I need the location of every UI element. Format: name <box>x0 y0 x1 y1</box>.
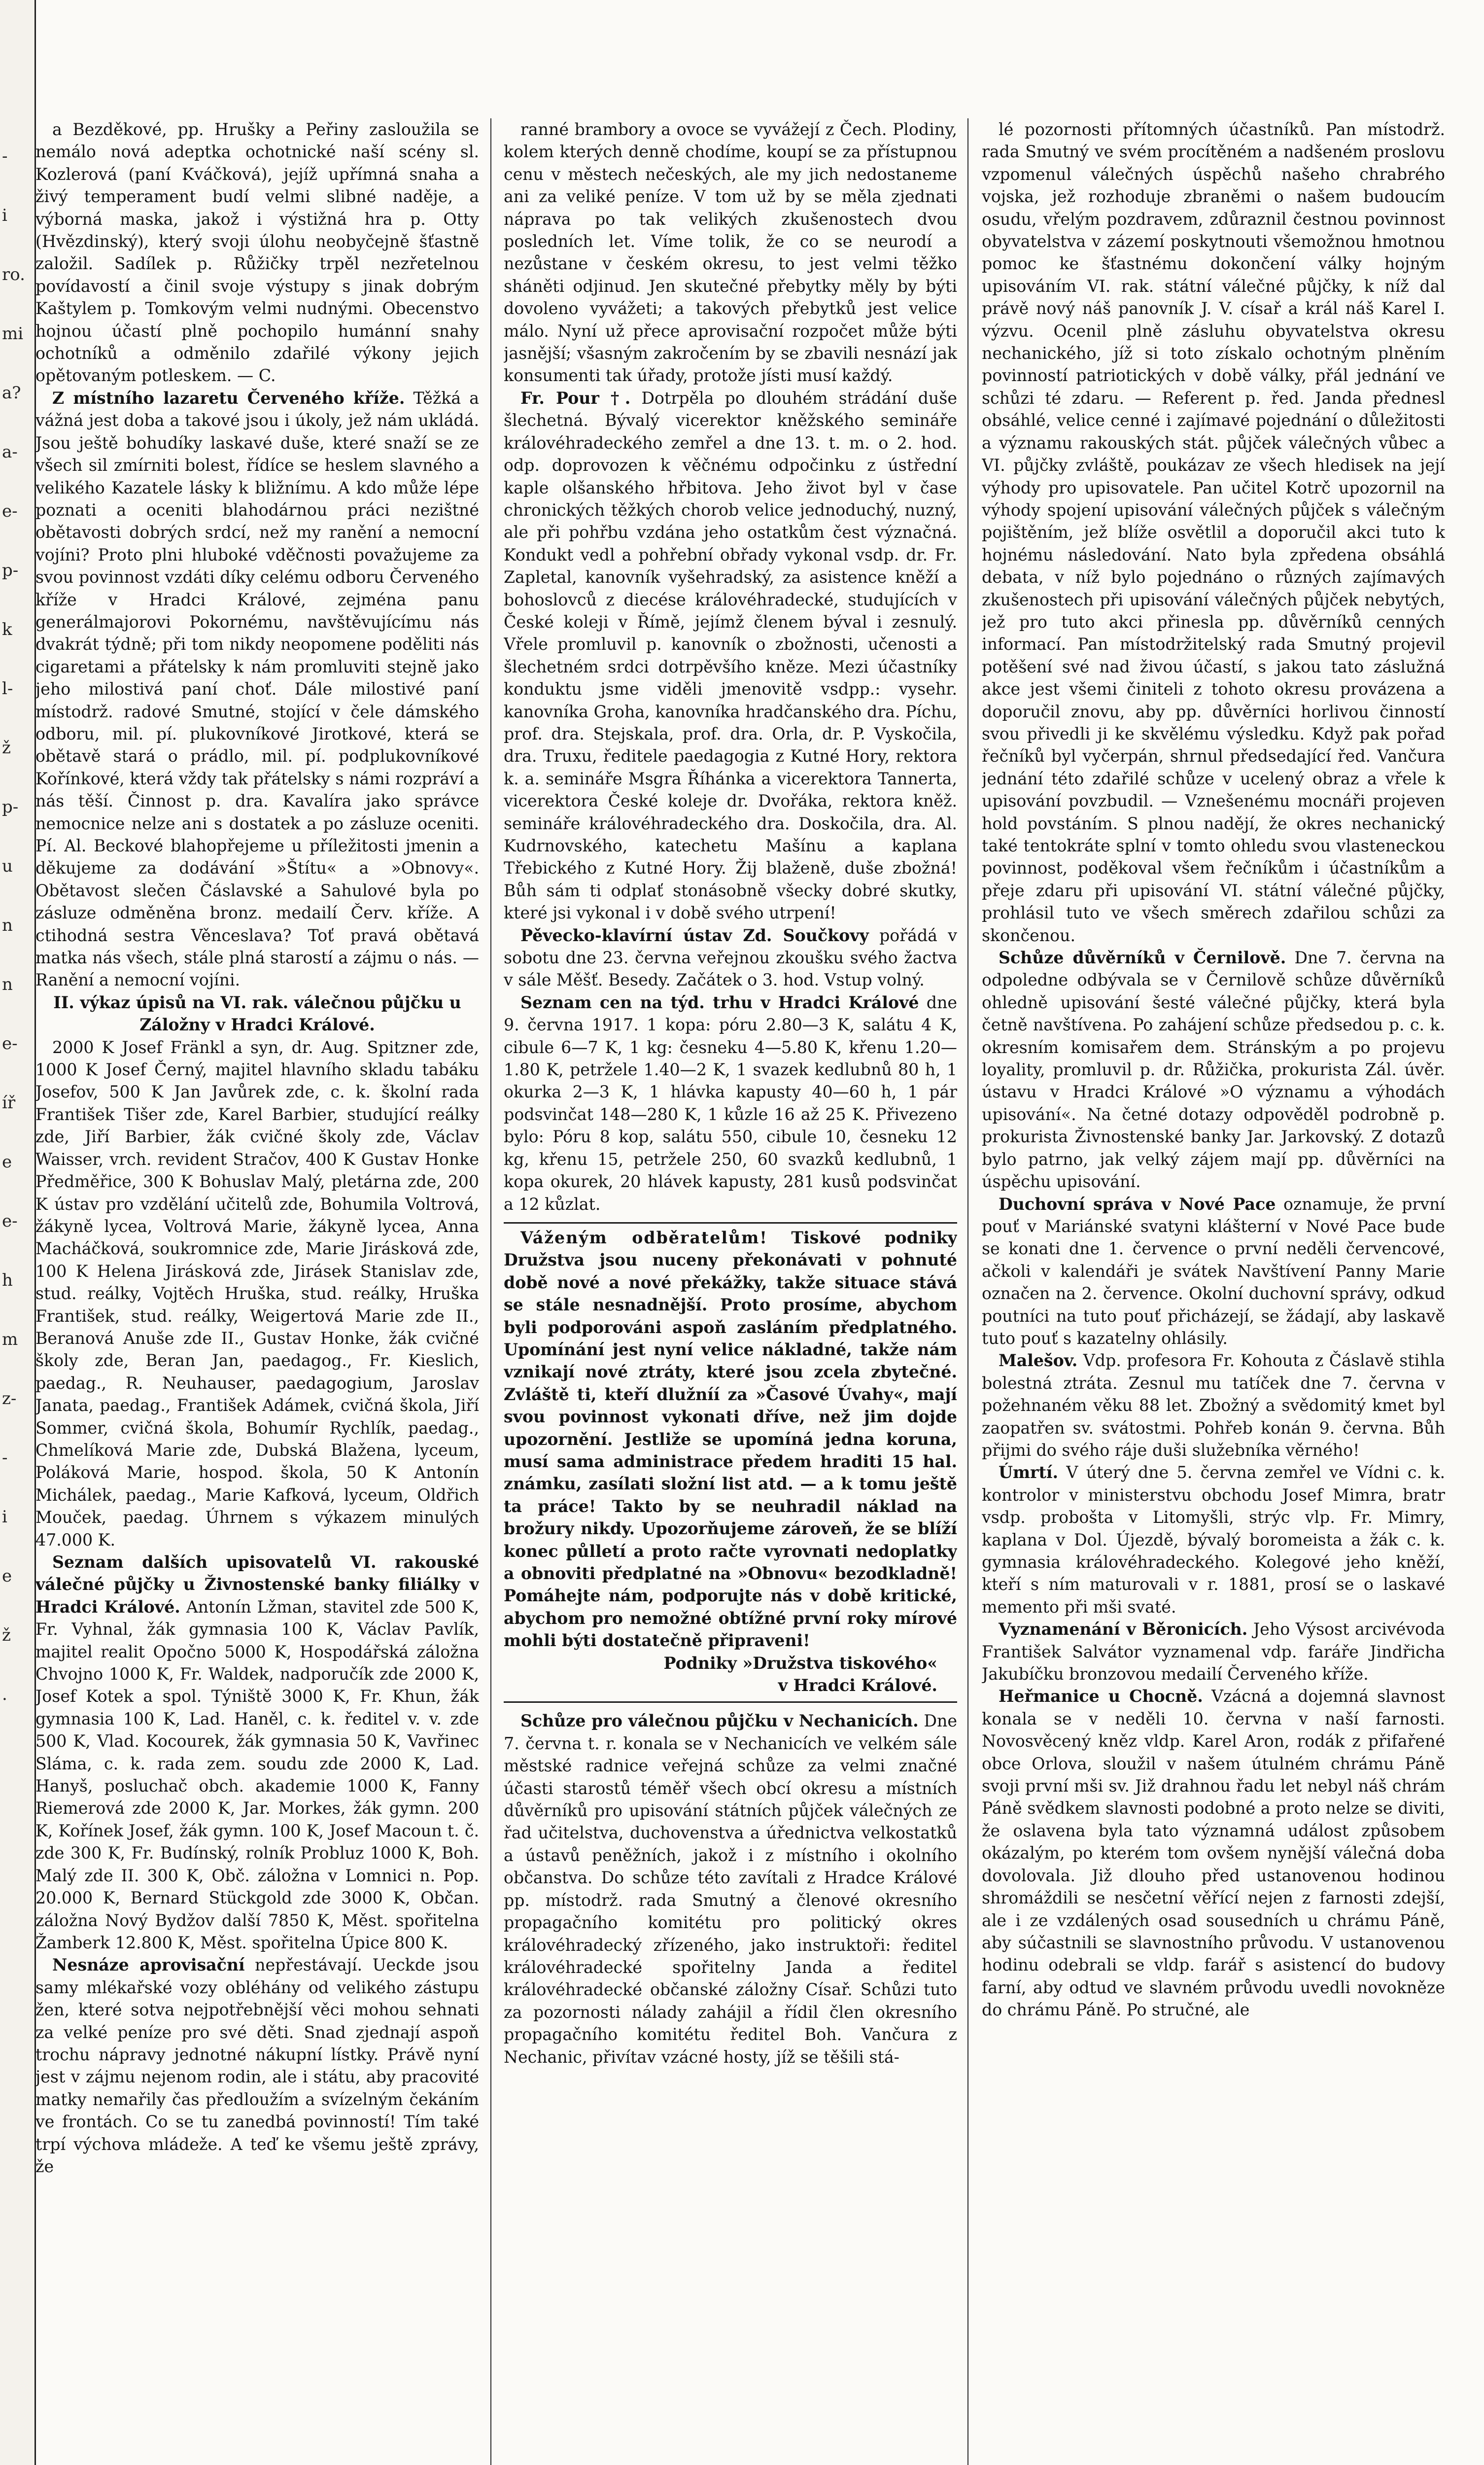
article: Pěvecko-klavírní ústav Zd. Součkovy pořádá v sobotu dne 23. června veřejnou zkoušku svého žactva v sále Měšť. Besedy. Začátek o 3. hod. Vstup volný. <box>504 925 957 990</box>
adjacent-page-strip <box>0 0 36 2465</box>
article: Seznam cen na týd. trhu v Hradci Králové dne 9. června 1917. 1 kopa: póru 2.80—3 K, salátu 4 K, cibule 6—7 K, 1 kg: česneku 4—5.80 K, křenu 1.20—1.80 K, petržele 1.40—2 K, 1 svazek kedlubnů 80 h, 1 okurka 2—3 K, 1 hlávka kapusty 40—60 h, 1 pár podsvinčat 148—280 K, 1 kůzle 16 až 25 K. Přivezeno bylo: Póru 8 kop, salátu 550, cibule 10, česneku 12 kg, křenu 15, petržele 250, 60 svazků kedlubnů, 1 kopa okurek, 20 hlávek kapusty, 281 kusů podsvinčat a 12 kůzlat. <box>504 992 957 1214</box>
article: Z místního lazaretu Červeného kříže. Těžká a vážná jest doba a takové jsou i úkoly, jež nám ukládá. Jsou ještě bohudíky laskavé duše, které snaží se ze všech sil zmírniti bolest, řídíce se heslem slavného a velikého Kazatele lásky k bližnímu. A kdo může lépe poznati a oceniti blahodárnou práci nezištné obětavosti dobrých srdcí, než my ranění a nemocní vojíni? Proto plni hluboké vděčnosti považujeme za svou povinnost vzdáti díky celému odboru Červeného kříže v Hradci Králové, zejména panu generálmajorovi Pokornému, navštěvujícímu nás dvakrát týdně; při tom nikdy neopomene poděliti nás cigaretami a přátelsky k nám promluviti stejně jako jeho milostivá paní choť. Dále milostivé paní místodrž. radové Smutné, stojící v čele dámského odboru, mil. pí. plukovníkové Jirotkové, která se obětavě stará o prádlo, mil. pí. podplukovníkové Kořínkové, která vždy tak přátelsky s námi rozpráví a nás těší. Činnost p. dra. Kavalíra jako správce nemocnice nelze ani s dostatek a po zásluze oceniti. Pí. Al. Beckové blahopřejeme u příležitosti jmenin a děkujeme za dodávání »Štítu« a »Obnovy«. Obětavost slečen Čáslavské a Sahulové byla po zásluze odměněna bronz. medailí Červ. kříže. A ctihodná sestra Věnceslava? Toť pravá obětavá matka nás všech, stále plná starostí a zájmu o nás. — Ranění a nemocní vojíni. <box>35 388 479 990</box>
column-3 <box>982 118 1445 2465</box>
article-heading: Schůze důvěrníků v Černilově. <box>999 948 1286 968</box>
article: Úmrtí. V úterý dne 5. června zemřel ve Vídni c. k. kontrolor v ministerstvu obchodu Josef Mimra, bratr vsdp. probošta v Litomyšli, strýc vlp. Fr. Mimry, kaplana v Dol. Újezdě, bývalý boromeista a žák c. k. gymnasia královéhradeckého. Kolegové jeho kněží, kteří s ním maturovali v r. 1881, prosí se o laskavé memento při mši svaté. <box>982 1463 1445 1617</box>
column-1 <box>35 118 479 2465</box>
strip-fragment: a? <box>2 383 21 403</box>
paragraph: lé pozornosti přítomných účastníků. Pan místodrž. rada Smutný ve svém procítěném a nadšeném proslovu vzpomenul válečných úspěchů našeho chrabrého vojska, jež rozhoduje zbraněmi o našem budoucím osudu, vřelým pozdravem, zdůraznil čestnou povinnost obyvatelstva v zázemí poskytnouti všemožnou hmotnou pomoc ke šťastnému dokončení války hojným upisováním VI. rak. státní válečné půjčky, k níž dal právě nový náš panovník J. V. císař a král náš Karel I. výzvu. Ocenil plně zásluhu obyvatelstva okresu nechanického, jíž si toto získalo ochotným plněním povinností patriotických v době války, přál jednání ve schůzi té zdaru. — Referent p. řed. Janda přednesl obsáhlé, velice cenné i zajímavé pojednání o důležitosti a významu rakouských stát. půjček válečných vůbec a VI. půjčky zvláště, poukázav ze všech hledisek na její výhody pro upisovatele. Pan učitel Kotrč upozornil na výhody spojení upisování válečných půjček s válečným pojištěním, jež blíže osvětlil a doporučil akci tuto k hojnému následování. Nato byla zpředena obsáhlá debata, v níž bylo pojednáno o různých zajímavých zkušenostech při upisování válečných půjček nebytých, jež pro tuto akci přinesla pp. důvěrníků cenných informací. Pan místodržitelský rada Smutný projevil potěšení své nad živou účastí, s jakou tato záslužná akce jest všemi činiteli z tohoto okresu provázena a doporučil znovu, aby pp. důvěrníci horlivou činností svou přivedli ji ke skvělému výsledku. Když pak pořad řečníků byl vyčerpán, shrnul předsedající řed. Vančura jednání této zdařilé schůze v ucelený obraz a vřele k upisování povzbudil. — Vznešenému mocnáři projeven hold povstáním. S plnou nadějí, že okres nechanický také tentokráte splní v tomto ohledu svou vlasteneckou povinnost, poděkoval všem řečníkům i účastníkům a přeje zdaru při upisování VI. státní válečné půjčky, prohlásil tuto ve všech směrech zdařilou schůzi za skončenou. <box>982 120 1445 945</box>
notice-signature: Podniky »Družstva tiskového« <box>663 1653 937 1673</box>
strip-fragment: u <box>2 856 13 876</box>
article: Duchovní správa v Nové Pace oznamuje, že první pouť v Mariánské svatyni klášterní v Nové Pace bude se konati dne 1. července o první neděli červencové, ačkoli v kalendáři je svátek Navštívení Panny Marie označen na 2. července. Okolní duchovní správy, odkud poutníci na tuto pouť přicházejí, se žádají, aby laskavě tuto pouť s kazatelny ohlásily. <box>982 1194 1445 1348</box>
article-heading: Seznam cen na týd. trhu v Hradci Králové <box>520 992 919 1012</box>
strip-fragment: k <box>2 620 12 639</box>
strip-fragment: e- <box>2 1034 18 1054</box>
article-heading: Fr. Pour †. <box>520 388 631 408</box>
strip-fragment: e- <box>2 1211 18 1231</box>
notice-body: Váženým odběratelům! Tiskové podniky Družstva jsou nuceny překonávati v pohnuté době nové a nové překážky, takže situace stává se stále nesnadnější. Proto prosíme, abychom byli podporováni aspoň zasláním předplatného. Upomínání jest nyní velice nákladné, takže nám vznikají nové ztráty, které jsou zcela zbytečné. Zvláště ti, kteří dlužníí za »Časové Úvahy«, mají svou povinnost vykonati dříve, než jim dojde upozornění. Jestliže se upomíná jedna koruna, musí sama administrace předem hraditi 15 hal. známku, zasílati složní list atd. — a k tomu ještě ta práce! Takto by se neuhradil náklad na brožury nikdy. Upozorňujeme zároveň, že se blíží konec půlletí a proto račte vyrovnati nedoplatky a obnoviti předplatné na »Obnovu« bezodkladně! Pomáhejte nám, podporujte nás v době kritické, abychom pro nemožné obtížné první roky mírové mohli býti dostatečně připraveni! <box>504 1228 957 1651</box>
strip-fragment: i <box>2 206 7 225</box>
column-rule <box>490 118 491 2465</box>
article-body: 2000 K Josef Fränkl a syn, dr. Aug. Spitzner zde, 1000 K Josef Černý, majitel hlavního skladu tabáku Josefov, 500 K Jan Javůrek zde, c. k. školní rada František Tišer zde, Karel Barbier, studující reálky zde, Jiří Barbier, žák cvičné školy zde, Václav Waisser, vrch. revident Stračov, 400 K Gustav Honke Předměřice, 300 K Bohuslav Malý, pletárna zde, 200 K ústav pro vzdělání učitelů zde, Bohumila Voltrová, žákyně lycea, Voltrová Marie, žákyně lycea, Anna Macháčková, soukromnice zde, Marie Jirásková zde, 100 K Helena Jirásková zde, Jirásek Stanislav zde, stud. reálky, Vojtěch Hruška, stud. reálky, Hruška František, stud. reálky, Weigertová Marie zde II., Beranová Anuše zde II., Gustav Honke, žák cvičné školy zde, Beran Jan, paedagog., Fr. Kieslich, paedag., R. Neuhauser, paedagogium, Jaroslav Janata, paedag., František Adámek, cvičná škola, Jiří Sommer, cvičná škola, Bohumír Rychlík, paedag., Chmelíková Marie zde, Dubská Blažena, lyceum, Poláková Marie, hospod. škola, 50 K Antonín Michálek, paedag., Marie Kafková, lyceum, Oldřich Mouček, paedag. Úhrnem s výkazem minulých 47.000 K. <box>35 1037 479 1549</box>
strip-fragment: - <box>2 1448 8 1468</box>
strip-fragment: e- <box>2 501 18 521</box>
strip-fragment: p- <box>2 797 19 817</box>
subscriber-notice <box>504 1222 957 1703</box>
article: Vyznamenání v Běronicích. Jeho Výsost arcivévoda František Salvátor vyznamenal vdp. faráře Jindřicha Jakubíčku bronzovou medailí Červeného kříže. <box>982 1620 1445 1684</box>
article-heading: II. výkaz úpisů na VI. rak. válečnou půjčku u Záložny v Hradci Králové. <box>53 992 461 1035</box>
paragraph: a Bezděkové, pp. Hrušky a Peřiny zasloužila se nemálo nová adeptka ochotnické naší scény sl. Kozlerová (paní Kváčková), jejíž upřímná snaha a živý temperament budí velmi slibné naděje, a výborná maska, jakož i výstižná hra p. Otty (Hvězdinský), který svoji úlohu neobyčejně šťastně založil. Sadílek p. Růžičky trpěl nezřetelnou povídavostí a činil svoje výstupy s jinak dobrým Kaštylem p. Tomkovým velmi nudnými. Obecenstvo hojnou účastí plně pochopilo humánní snahy ochotníků a odměnilo zdařilé výkony jejich opětovaným potleskem. — C. <box>35 120 479 386</box>
article-heading: Vyznamenání v Běronicích. <box>999 1620 1248 1639</box>
article-heading: Pěvecko-klavírní ústav Zd. Součkovy <box>520 925 869 945</box>
strip-fragment: e <box>2 1566 12 1586</box>
strip-fragment: mi <box>2 324 24 344</box>
article-heading: Heřmanice u Chocně. <box>999 1687 1203 1706</box>
article: Fr. Pour †. Dotrpěla po dlouhém strádání duše šlechetná. Bývalý vicerektor kněžského semináře královéhradeckého zemřel a dne 13. t. m. o 2. hod. odp. doprovozen k věčnému odpočinku z ústřední kaple olšanského hřbitova. Jeho život byl v čase chronických těžkých chorob velice jednoduchý, nuzný, ale při pohřbu vzdána jeho ostatkům čest význačná. Kondukt vedl a pohřební obřady vykonal vsdp. dr. Fr. Zapletal, kanovník vyšehradský, za asistence kněží a bohoslovců z diecése královéhradecké, studujících v České koleji v Římě, jejímž členem býval i zesnulý. Vřele promluvil p. kanovník o zbožnosti, učenosti a šlechetném srdci dotrpěvšího kněze. Mezi účastníky konduktu jsme viděli jmenovitě vsdpp.: vysehr. kanovníka Groha, kanovníka hradčanského dra. Píchu, prof. dra. Stejskala, prof. dra. Orla, dr. P. Vyskočila, dra. Truxu, ředitele paedagogia z Kutné Hory, rektora k. a. semináře Msgra Říhánka a vicerektora Tannerta, vicerektora České koleje dr. Dvořáka, rektora kněž. semináře královéhradeckého dra. Doskočila, dra. Al. Kudrnovského, katechetu Mašínu a kaplana Třebického z Kutné Hory. Žij blaženě, duše zbožná! Bůh sám ti odplať stonásobně všecky dobré skutky, které jsi vykonal i v době svého utrpení! <box>504 388 957 923</box>
strip-fragment: z- <box>2 1389 17 1409</box>
article-heading: Úmrtí. <box>999 1463 1059 1482</box>
strip-fragment: ž <box>2 1625 11 1645</box>
article-heading: Seznam dalších upisovatelů VI. rakouské válečné půjčky u Živnostenské banky filiálky v Hradci Králové. <box>35 1552 479 1617</box>
article-heading: Malešov. <box>999 1351 1078 1371</box>
paragraph: ranné brambory a ovoce se vyvážejí z Čech. Plodiny, kolem kterých denně chodíme, koupí se za přístupnou cenu v městech nečeských, ale my jich nedostaneme ani za veliké peníze. V tom už by se měla zjednati náprava po tak velikých zkušenostech dvou posledních let. Víme tolik, že co se neurodí a nezůstane v českém okresu, to jest velmi těžko sháněti odjinud. Jen skutečné přebytky měly by býti dovoleno vyvážeti; a takových přebytků jest velice málo. Nyní už přece aprovisační rozpočet může býti jasnější; všasným zakročením by se zbavili nesnází jak konsumenti tak úřady, protože jísti musí každý. <box>504 120 957 386</box>
strip-fragment: ž <box>2 738 11 758</box>
strip-fragment: . <box>2 1685 7 1704</box>
notice-heading: Váženým odběratelům! <box>520 1228 768 1247</box>
strip-fragment: i <box>2 1507 7 1527</box>
strip-fragment: h <box>2 1270 13 1290</box>
article: Nesnáze aprovisační nepřestávají. Ueckde jsou samy mlékařské vozy obléhány od velikého zástupu žen, které sotva nejpotřebnější věci mohou sehnati za velké peníze pro své děti. Snad zjednají aspoň trochu nápravy jednotné nákupní lístky. Právě nyní jest v zájmu nejenom rodin, ale i státu, aby pracovité matky nemařily čas předloužím a svízelným čekáním ve frontách. Co se tu zanedbá povinností! Tím také trpí výchova mládeže. A teď ke všemu ještě zprávy, že <box>35 1955 479 2176</box>
notice-signature: v Hradci Králové. <box>778 1676 937 1695</box>
article-heading: Z místního lazaretu Červeného kříže. <box>52 388 405 408</box>
strip-fragment: - <box>2 146 8 166</box>
column-2 <box>504 118 957 2465</box>
article-heading: Schůze pro válečnou půjčku v Nechanicích. <box>520 1711 919 1731</box>
strip-fragment: p- <box>2 561 19 580</box>
article-heading: Duchovní správa v Nové Pace <box>999 1194 1276 1214</box>
strip-fragment: íř <box>2 1093 16 1113</box>
strip-fragment: ro. <box>2 265 25 284</box>
strip-fragment: n <box>2 916 13 935</box>
article: Malešov. Vdp. profesora Fr. Kohouta z Čáslavě stihla bolestná ztráta. Zesnul mu tatíček dne 7. června v požehnaném věku 88 let. Zbožný a svědomitý kmet byl zaopatřen sv. svátostmi. Pohřeb konán 9. června. Bůh přijmi do svého ráje duši služebníka věrného! <box>982 1351 1445 1460</box>
article-heading: Nesnáze aprovisační <box>52 1955 245 1975</box>
article: Schůze pro válečnou půjčku v Nechanicích. Dne 7. června t. r. konala se v Nechanicích ve velkém sále městské radnice veřejná schůze za velmi značné účasti starostů téměř všech obcí okresu a místních důvěrníků pro upisování státních půjček válečných ze řad učitelstva, duchovenstva a úřednictva velkostatků a ústavů peněžních, jakož i z místního i okolního občanstva. Do schůze této zavítali z Hradce Králové pp. místodrž. rada Smutný a členové okresního propagačního komitétu pro politický okres královéhradecký zřízeného, jako instruktoři: ředitel královéhradecké spořitelny Janda a ředitel královéhradecké občanské záložny Císař. Schůzi tuto za pozornosti nálady zahájil a řídil člen okresního propagačního komitétu ředitel Boh. Vančura z Nechanic, přivítav vzácné hosty, jíž se těšili stá- <box>504 1711 957 2067</box>
strip-fragment: e <box>2 1152 12 1172</box>
strip-fragment: m <box>2 1330 18 1349</box>
article: Seznam dalších upisovatelů VI. rakouské válečné půjčky u Živnostenské banky filiálky v Hradci Králové. Antonín Lžman, stavitel zde 500 K, Fr. Vyhnal, žák gymnasia 100 K, Václav Pavlík, majitel realit Opočno 5000 K, Hospodářská záložna Chvojno 1000 K, Fr. Waldek, nadporučík zde 2000 K, Josef Kotek a spol. Týniště 3000 K, Fr. Khun, žák gymnasia 100 K, Lad. Haněl, c. k. ředitel v. v. zde 500 K, Vlad. Kocourek, žák gymnasia 50 K, Vavřinec Sláma, c. k. rada zem. soudu zde 2000 K, Lad. Hanyš, posluchač obch. akademie 1000 K, Fanny Riemerová zde 2000 K, Jar. Morkes, žák gymn. 200 K, Kořínek Josef, žák gymn. 100 K, Josef Macoun t. č. zde 300 K, Fr. Budínský, rolník Probluz 1000 K, Boh. Malý zde II. 300 K, Obč. záložna v Lomnici n. Pop. 20.000 K, Bernard Stückgold zde 3000 K, Občan. záložna Nový Bydžov další 7850 K, Měst. spořitelna Žamberk 12.800 K, Měst. spořitelna Úpice 800 K. <box>35 1552 479 1952</box>
column-rule <box>967 118 968 2465</box>
article: Schůze důvěrníků v Černilově. Dne 7. června na odpoledne odbývala se v Černilově schůze důvěrníků ohledně upisování šesté válečné půjčky, která byla četně navštívena. Po zahájení schůze předsedou p. c. k. okresním komisařem dem. Stránským a po projevu loyality, promluvil p. dr. Růžička, prokurista Zál. úvěr. ústavu v Hradci Králové »O významu a výhodách upisování«. Na četné dotazy odpověděl podrobně p. prokurista Živnostenské banky Jar. Jarkovský. Z dotazů bylo patrno, jak velký zájem mají pp. důvěrníci na úspěchu upisování. <box>982 948 1445 1192</box>
strip-fragment: n <box>2 975 13 994</box>
article: Heřmanice u Chocně. Vzácná a dojemná slavnost konala se v neděli 10. června v naší farnosti. Novosvěcený kněz vldp. Karel Aron, rodák z přifařené obce Orlova, sloužil v našem útulném chrámu Páně svoji první mši sv. Již drahnou řadu let nebyl náš chrám Páně svědkem slavnosti podobné a proto nelze se diviti, že oslavena byla tato významná událost způsobem okázalým, po kterém tom ovšem nynější válečná doba dovolovala. Již dlouho před ustanovenou hodinou shromáždili se nesčetní věřící nejen z farnosti zdejší, ale i ze vzdálených osad sousedních u chrámu Páně, aby súčastnili se slavnostního průvodu. V ustanovenou hodinu odebrali se vldp. farář s asistencí do budovy farní, aby odtud ve slavném průvodu uvedli novokněze do chrámu Páně. Po stručné, ale <box>982 1687 1445 2020</box>
strip-fragment: a- <box>2 442 18 462</box>
strip-fragment: l- <box>2 679 13 699</box>
